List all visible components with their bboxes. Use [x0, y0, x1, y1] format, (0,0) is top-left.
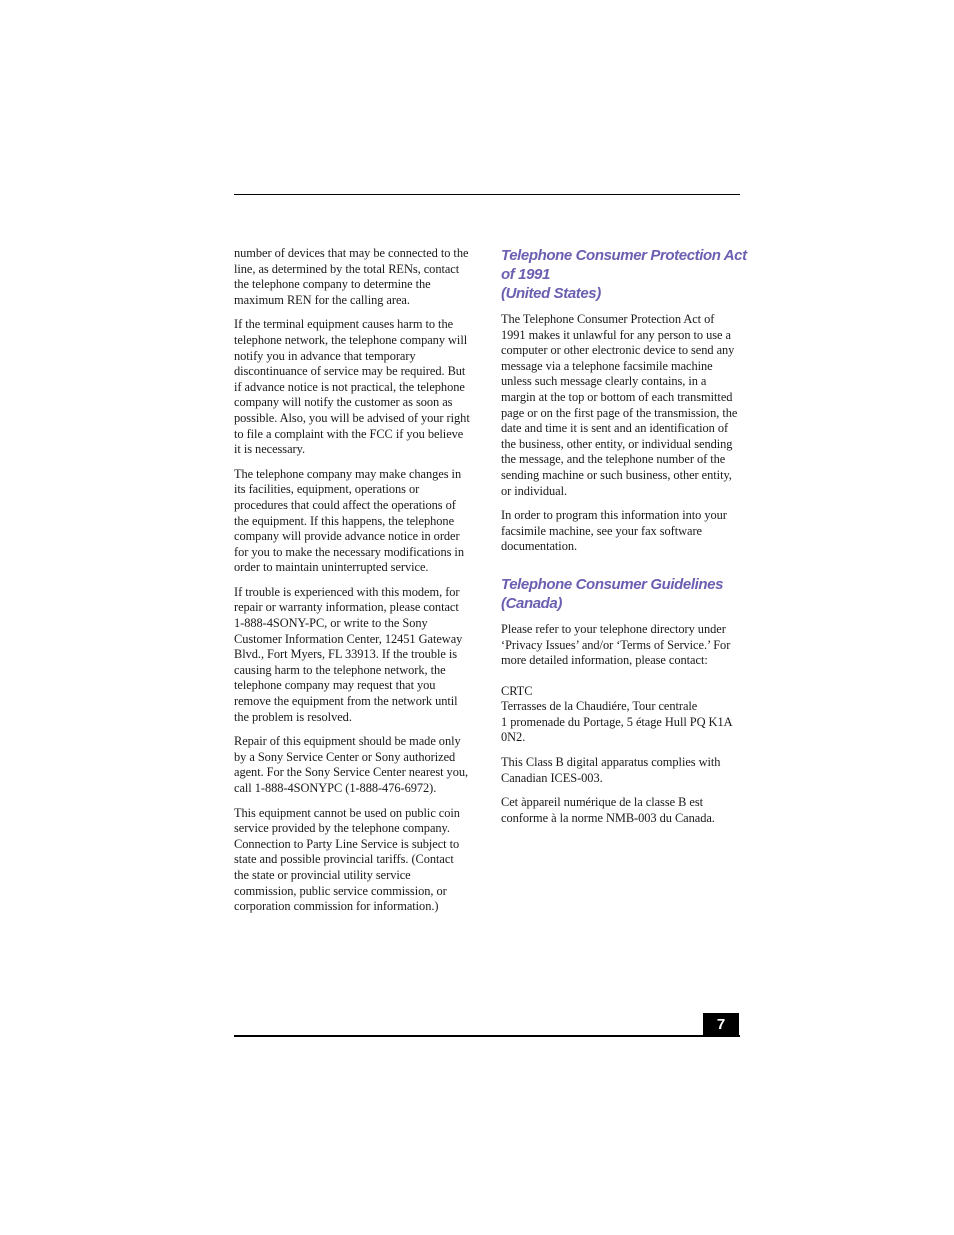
paragraph-canada-intro: Please refer to your telephone directory under ‘Privacy Issues’ and/or ‘Terms of Service.’ For more detailed information, please contact: [501, 621, 731, 668]
page-number: 7 [703, 1013, 739, 1037]
paragraph-repair: Repair of this equipment should be made only by a Sony Service Center or Sony authorized agent. For the Sony Service Center nearest you, call 1-888-4SONYPC (1-888-476-6972). [234, 734, 469, 795]
paragraph-fax-programming: In order to program this information into your facsimile machine, see your fax software documentation. [501, 508, 727, 554]
paragraph-tcpa-body: The Telephone Consumer Protection Act of 1991 makes it unlawful for any person to use a computer or other electronic device to send any message via a telephone facsimile machine unless such message clearly contains, in a margin at the top or bottom of each transmitted page or on the first page of the transmission, the date and time it is sent and an identification of the business, other entity, or individual sending the message, and the telephone number of the sending machine or such business, other entity, or individual. [501, 312, 738, 498]
paragraph-harm-notice: If the terminal equipment causes harm to the telephone network, the telephone company will notify you in advance that temporary discontinuance of service may be required. But if advance notice is not practical, the telephone company will notify the customer as soon as possible. Also, you will be advised of your right to file a complaint with the FCC if you believe it is necessary. [234, 317, 470, 457]
footer-rule [234, 1035, 740, 1037]
paragraph-ices-003: This Class B digital apparatus complies with Canadian ICES-003. [501, 755, 721, 785]
right-column [501, 246, 747, 835]
paragraph-trouble-contact: If trouble is experienced with this modem, for repair or warranty information, please contact 1-888-4SONY-PC, or write to the Sony Customer Information Center, 12451 Gateway Blvd., Fort Myers, FL 33913. If the trouble is causing harm to the telephone network, the telephone company may request that you remove the equipment from the network until the problem is resolved. [234, 584, 463, 724]
crtc-address: CRTC Terrasses de la Chaudiére, Tour centrale 1 promenade du Portage, 5 étage Hull PQ K1A 0N2. [501, 683, 733, 745]
heading-canada-guidelines: Telephone Consumer Guidelines (Canada) [501, 575, 724, 612]
paragraph-facility-changes: The telephone company may make changes in its facilities, equipment, operations or procedures that could affect the operations of the equipment. If this happens, the telephone company will provide advance notice in order for you to make the necessary modifications in order to maintain uninterrupted service. [234, 466, 464, 575]
paragraph-ren-count: number of devices that may be connected to the line, as determined by the total RENs, contact the telephone company to determine the maximum REN for the calling area. [234, 246, 469, 307]
paragraph-nmb-003: Cet àppareil numérique de la classe B est conforme à la norme NMB-003 du Canada. [501, 795, 715, 825]
paragraph-coin-service: This equipment cannot be used on public coin service provided by the telephone company. Connection to Party Line Service is subject to state and possible provincial tariffs. (Contact the state or provincial utility service commission, public service commission, or corporation commission for information.) [234, 805, 460, 914]
header-rule [234, 194, 740, 195]
heading-tcpa: Telephone Consumer Protection Act of 1991 (United States) [501, 247, 747, 302]
left-column [234, 246, 474, 924]
